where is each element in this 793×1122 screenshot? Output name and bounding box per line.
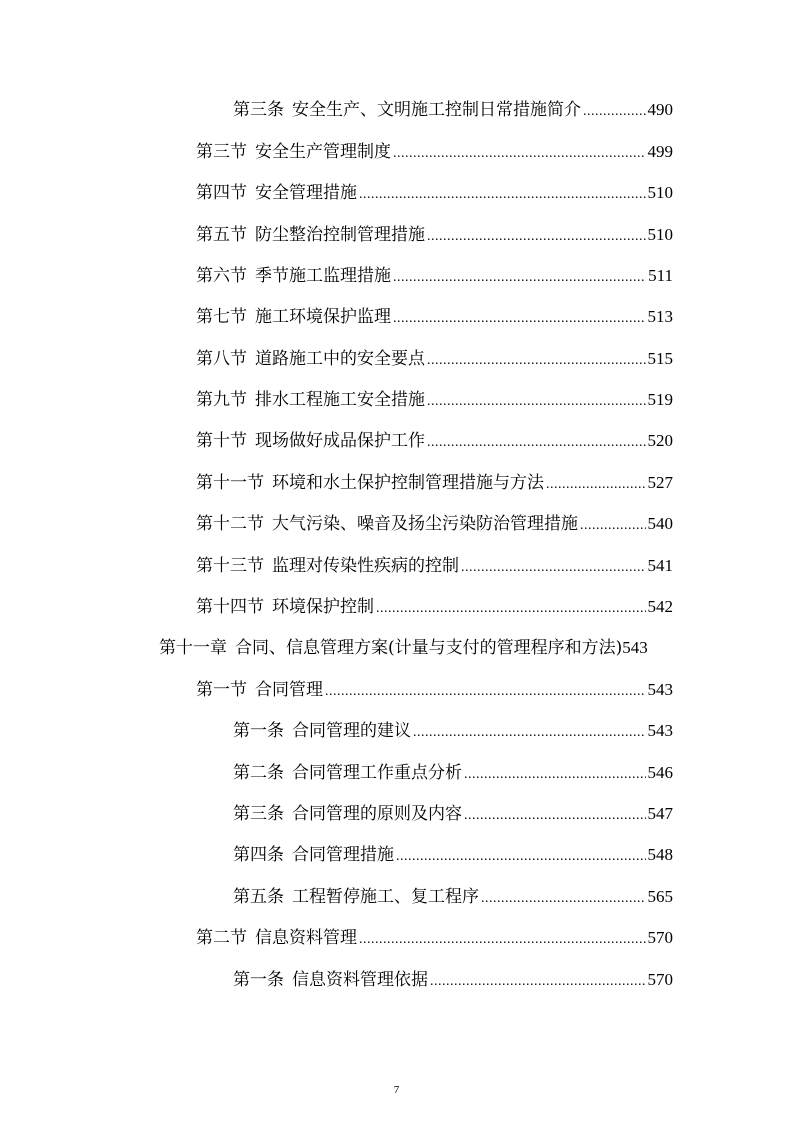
toc-leader-dots [464, 803, 646, 827]
toc-entry-page: 543 [647, 721, 673, 740]
toc-leader-dots [464, 762, 646, 786]
toc-entry[interactable] [196, 263, 673, 289]
toc-entry-number: 第十一章 [159, 638, 227, 658]
toc-entry-title: 安全管理措施 [255, 183, 357, 203]
toc-entry-title: 道路施工中的安全要点 [255, 349, 425, 369]
toc-leader-dots [393, 265, 646, 289]
toc-entry-title: 排水工程施工安全措施 [255, 390, 425, 410]
toc-entry[interactable] [233, 760, 673, 786]
page-number: 7 [393, 1084, 400, 1096]
toc-entry-title: 安全生产、文明施工控制日常措施简介 [292, 100, 581, 120]
toc-leader-dots [427, 389, 646, 413]
toc-entry-title: 合同管理 [255, 680, 323, 700]
toc-entry-number: 第三条 [233, 804, 284, 824]
toc-leader-dots [393, 141, 646, 165]
toc-leader-dots [427, 348, 646, 372]
toc-entry-page: 542 [647, 597, 673, 616]
toc-leader-dots [325, 679, 646, 703]
toc-entry-page: 515 [647, 349, 673, 368]
toc-entry-number: 第五节 [196, 225, 247, 245]
toc-entry-page: 520 [647, 431, 673, 450]
toc-entry-number: 第一条 [233, 970, 284, 990]
toc-leader-dots [583, 99, 646, 123]
toc-entry-page: 540 [647, 514, 673, 533]
toc-entry-title: 合同管理工作重点分析 [292, 763, 462, 783]
toc-leader-dots [481, 886, 646, 910]
toc-entry-number: 第十二节 [196, 514, 264, 534]
toc-entry-number: 第二条 [233, 763, 284, 783]
toc-entry[interactable] [196, 139, 673, 165]
toc-entry-title: 合同、信息管理方案(计量与支付的管理程序和方法) [235, 638, 623, 658]
toc-leader-dots [393, 306, 646, 330]
toc-entry-number: 第三条 [233, 100, 284, 120]
toc-entry-page: 546 [647, 763, 673, 782]
toc-entry-page: 547 [647, 804, 673, 823]
toc-entry[interactable] [196, 428, 673, 454]
toc-entry-page: 527 [647, 473, 673, 492]
toc-entry[interactable] [196, 346, 673, 372]
toc-entry[interactable] [196, 925, 673, 951]
toc-entry-page: 499 [647, 142, 673, 161]
toc-entry-title: 工程暂停施工、复工程序 [292, 887, 479, 907]
toc-entry[interactable] [233, 842, 673, 868]
toc-entry[interactable] [196, 180, 673, 206]
toc-entry-number: 第四节 [196, 183, 247, 203]
toc-entry-number: 第七节 [196, 307, 247, 327]
toc-leader-dots [376, 596, 646, 620]
toc-entry-page: 541 [647, 556, 673, 575]
toc-leader-dots [359, 182, 646, 206]
toc-entry-number: 第一节 [196, 680, 247, 700]
toc-leader-dots [430, 969, 646, 993]
toc-entry-page: 570 [647, 928, 673, 947]
toc-entry-page: 510 [647, 225, 673, 244]
toc-entry[interactable] [196, 677, 673, 703]
toc-entry[interactable] [233, 718, 673, 744]
toc-leader-dots [546, 472, 646, 496]
toc-entry[interactable] [233, 967, 673, 993]
toc-leader-dots [427, 224, 646, 248]
toc-entry[interactable] [233, 801, 673, 827]
toc-entry-title: 环境和水土保护控制管理措施与方法 [272, 473, 544, 493]
toc-entry-page: 510 [647, 183, 673, 202]
toc-entry[interactable] [196, 511, 673, 537]
toc-entry-number: 第十一节 [196, 473, 264, 493]
toc-entry-title: 合同管理的原则及内容 [292, 804, 462, 824]
toc-entry-chapter[interactable] [159, 635, 691, 661]
toc-leader-dots [461, 555, 646, 579]
toc-entry-number: 第五条 [233, 887, 284, 907]
toc-entry-title: 防尘整治控制管理措施 [255, 225, 425, 245]
toc-entry-title: 施工环境保护监理 [255, 307, 391, 327]
toc-entry-number: 第十节 [196, 431, 247, 451]
toc-leader-dots [413, 720, 646, 744]
toc-entry[interactable] [196, 553, 673, 579]
toc-entry-page: 543 [622, 638, 648, 657]
toc-entry-title: 合同管理措施 [292, 845, 394, 865]
toc-entry-number: 第九节 [196, 390, 247, 410]
toc-leader-dots [580, 513, 646, 537]
toc-entry-page: 565 [647, 887, 673, 906]
toc-entry-page: 543 [647, 680, 673, 699]
toc-entry-page: 548 [647, 845, 673, 864]
toc-entry[interactable] [233, 884, 673, 910]
toc-entry[interactable] [196, 222, 673, 248]
toc-leader-dots [359, 927, 646, 951]
toc-entry-title: 监理对传染性疾病的控制 [272, 556, 459, 576]
toc-entry-title: 合同管理的建议 [292, 721, 411, 741]
toc-entry-number: 第四条 [233, 845, 284, 865]
toc-entry-number: 第六节 [196, 266, 247, 286]
toc-entry-page: 490 [647, 100, 673, 119]
toc-entry-title: 现场做好成品保护工作 [255, 431, 425, 451]
toc-entry-page: 511 [648, 266, 673, 285]
toc-entry-number: 第一条 [233, 721, 284, 741]
toc-entry-title: 信息资料管理 [255, 928, 357, 948]
toc-entry-number: 第十三节 [196, 556, 264, 576]
toc-entry[interactable] [196, 470, 673, 496]
toc-entry-title: 信息资料管理依据 [292, 970, 428, 990]
toc-leader-dots [427, 430, 646, 454]
toc-entry[interactable] [196, 594, 673, 620]
toc-entry-page: 570 [647, 970, 673, 989]
toc-entry-title: 大气污染、噪音及扬尘污染防治管理措施 [272, 514, 578, 534]
toc-entry-title: 安全生产管理制度 [255, 142, 391, 162]
toc-entry[interactable] [233, 97, 673, 123]
toc-entry-number: 第三节 [196, 142, 247, 162]
toc-leader-dots [396, 844, 646, 868]
toc-entry-page: 513 [647, 307, 673, 326]
toc-entry[interactable] [196, 304, 673, 330]
toc-entry-number: 第八节 [196, 349, 247, 369]
toc-entry-title: 环境保护控制 [272, 597, 374, 617]
toc-entry-number: 第二节 [196, 928, 247, 948]
toc-entry[interactable] [196, 387, 673, 413]
toc-entry-number: 第十四节 [196, 597, 264, 617]
toc-entry-title: 季节施工监理措施 [255, 266, 391, 286]
toc-entry-page: 519 [647, 390, 673, 409]
